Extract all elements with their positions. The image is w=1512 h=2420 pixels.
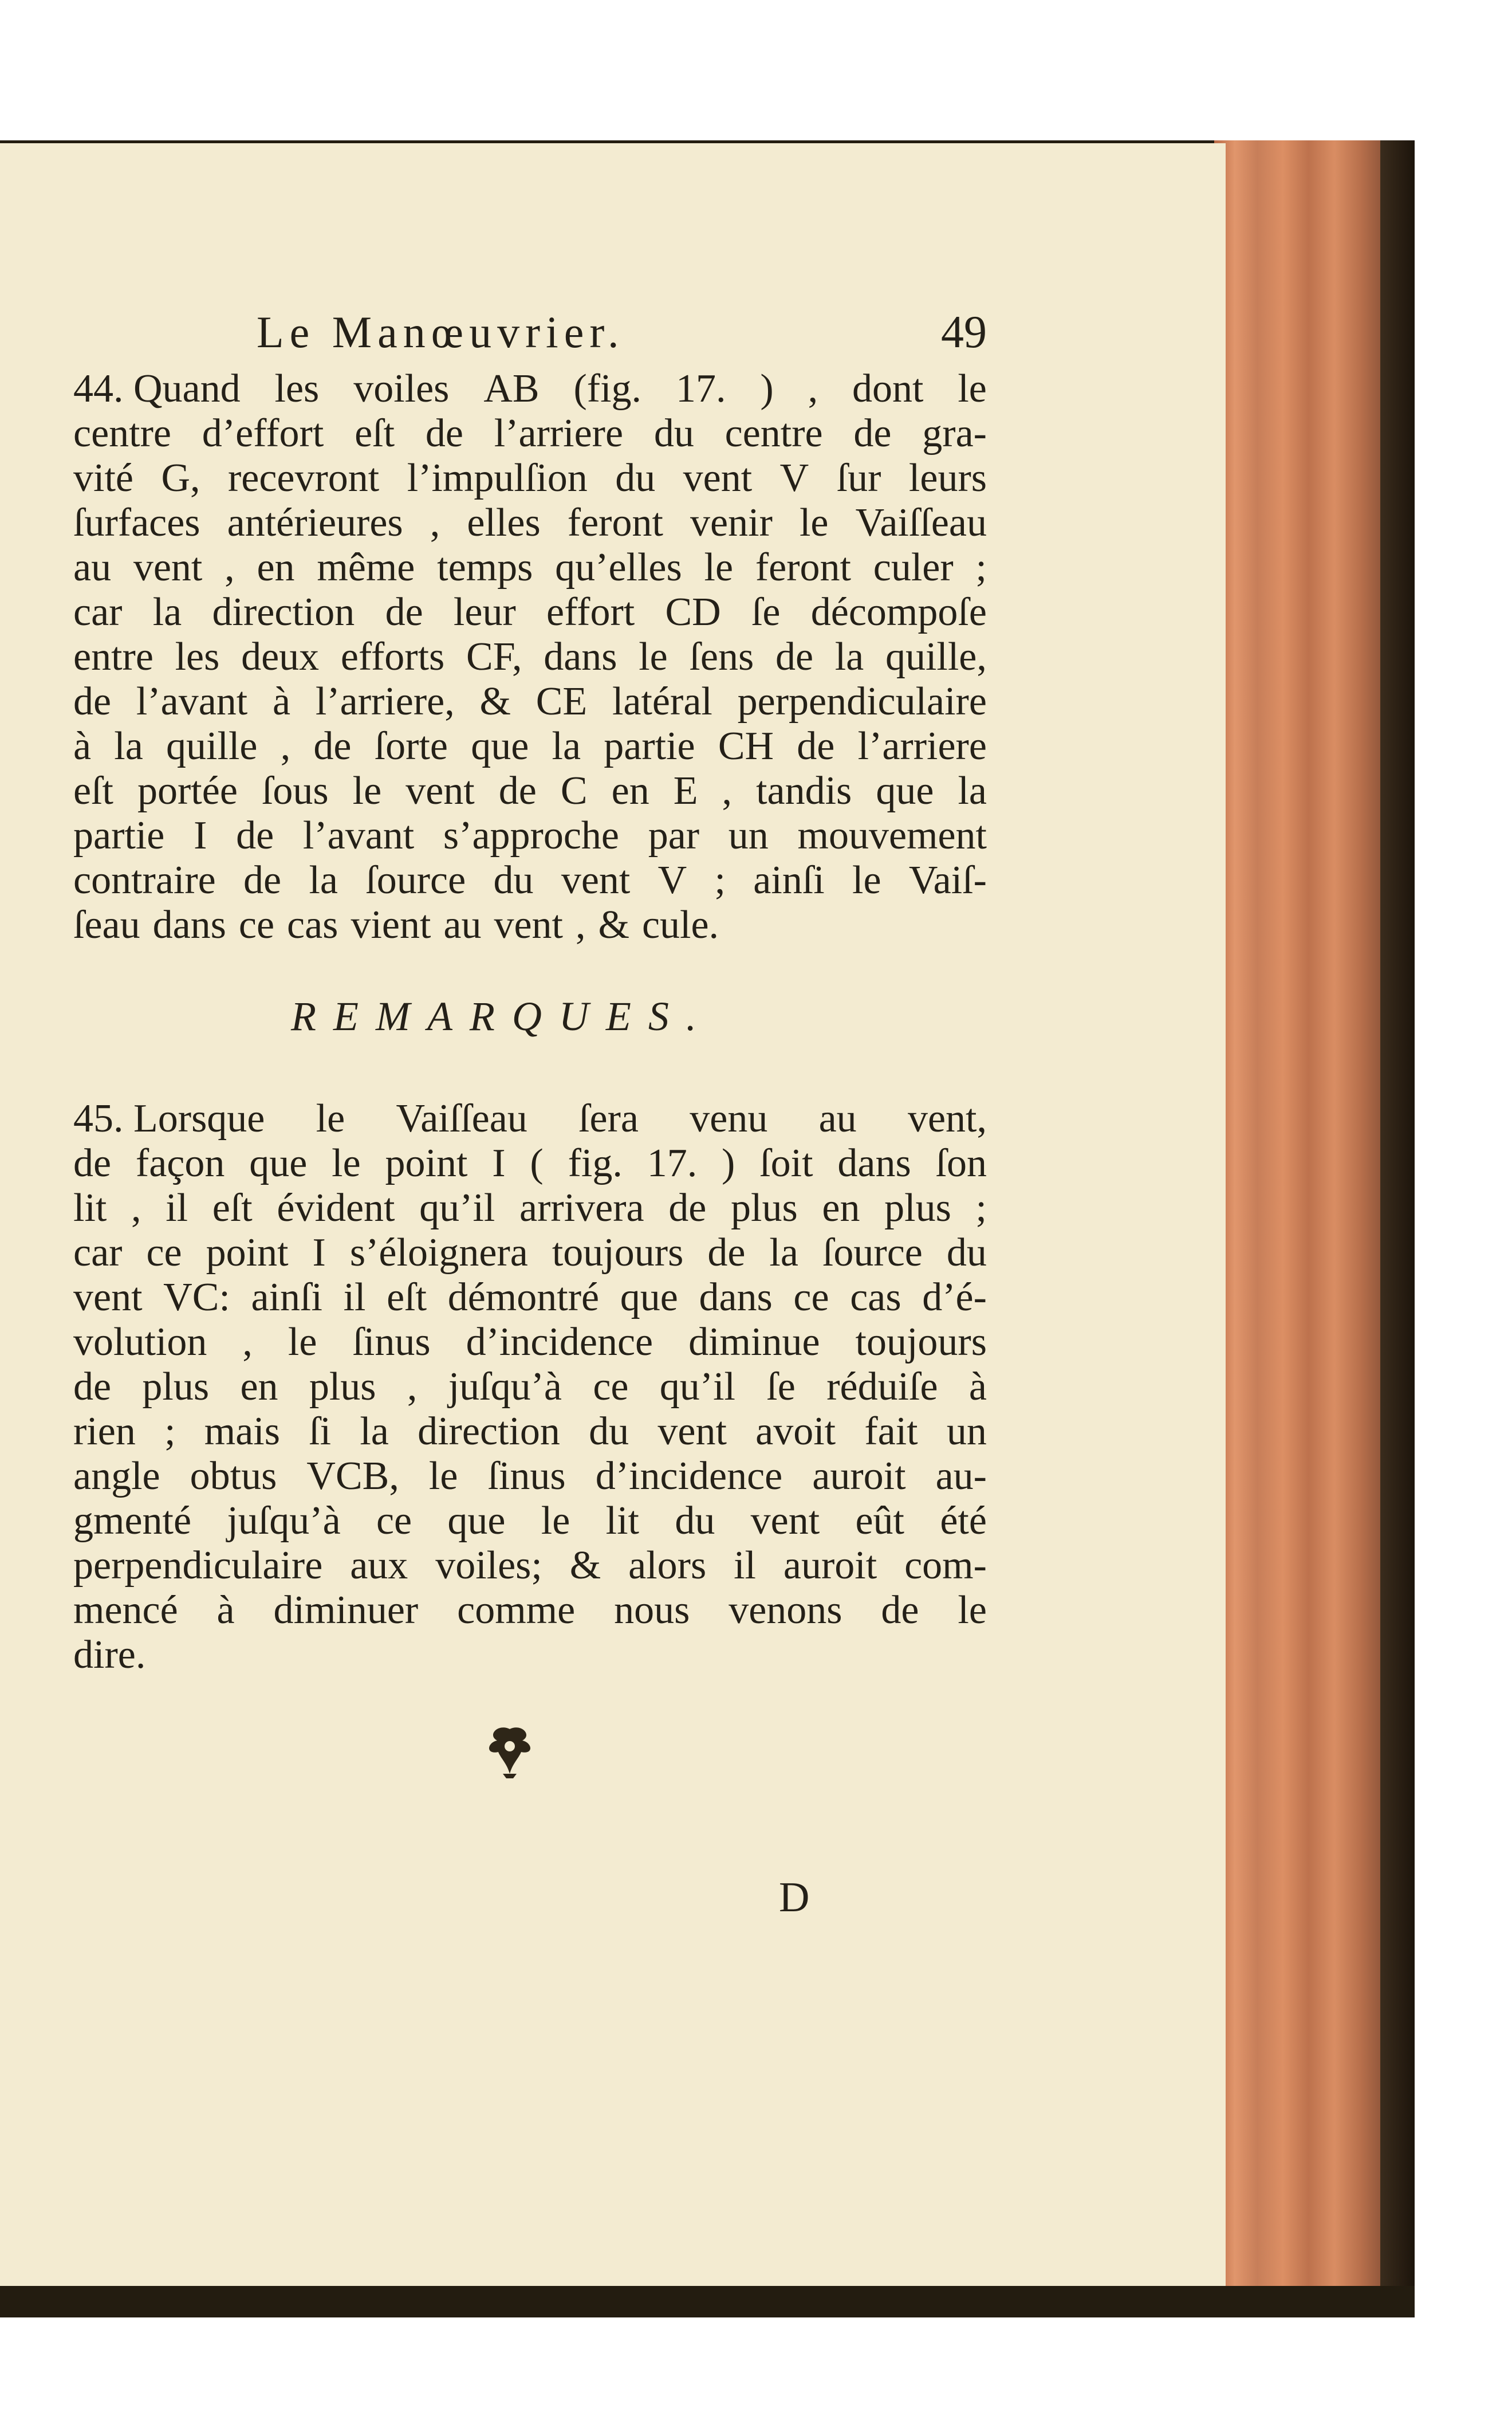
text-line	[73, 1543, 987, 1588]
word: plus	[884, 1186, 951, 1230]
word: temps	[437, 545, 533, 590]
word: de	[313, 724, 352, 768]
word: comme	[457, 1588, 576, 1632]
word: l’arriere	[857, 724, 987, 768]
word: perpendiculaire	[737, 679, 987, 724]
word: à	[73, 724, 92, 768]
paragraph-44	[73, 367, 987, 948]
word: car	[73, 1231, 123, 1275]
word: 45. Lorsque	[73, 1097, 265, 1141]
word: nous	[614, 1588, 690, 1632]
word: fig.	[568, 1141, 623, 1185]
word: voiles	[353, 367, 450, 411]
text-line	[73, 903, 987, 948]
word: plus	[142, 1365, 210, 1409]
word: Vaiſſeau	[855, 501, 987, 545]
word: ;	[975, 1186, 987, 1230]
word: leur	[453, 590, 516, 634]
word: cule.	[641, 903, 719, 947]
page-text	[73, 298, 987, 1678]
word: dont	[852, 367, 924, 411]
word: de	[385, 590, 423, 634]
word: en	[822, 1186, 860, 1230]
word: volution	[73, 1320, 207, 1364]
word: vité	[73, 456, 133, 500]
word: ſera	[578, 1097, 639, 1141]
word: mencé	[73, 1588, 178, 1632]
word: com-	[904, 1543, 987, 1588]
word: le	[704, 545, 734, 590]
word: été	[940, 1499, 987, 1543]
word: VCB,	[306, 1454, 399, 1498]
word: gmenté	[73, 1499, 192, 1543]
word: elles	[467, 501, 541, 545]
word: d’incidence	[595, 1454, 783, 1498]
word: le	[639, 635, 668, 679]
word: de	[73, 1141, 112, 1185]
word: (	[530, 1141, 544, 1185]
word: effort	[546, 590, 635, 634]
text-line	[73, 1588, 987, 1633]
text-line	[73, 1454, 987, 1499]
word: perpendiculaire	[73, 1543, 323, 1588]
word: au-	[935, 1454, 987, 1498]
word: la	[152, 590, 182, 634]
word: &	[598, 903, 629, 947]
word: qu’il	[419, 1186, 495, 1230]
word: 44. Quand	[73, 367, 241, 411]
word: angle	[73, 1454, 160, 1498]
word: de	[73, 1365, 112, 1409]
word: il	[734, 1543, 757, 1588]
word: V	[657, 858, 687, 902]
word: réduiſe	[826, 1365, 938, 1409]
word: ,	[242, 1320, 253, 1364]
word: juſqu’à	[227, 1499, 341, 1543]
word: gra-	[922, 411, 987, 455]
word: (fig.	[573, 367, 642, 411]
word: l’arriere,	[315, 679, 455, 724]
word: dans	[152, 903, 226, 947]
word: latéral	[612, 679, 712, 724]
word: vent	[561, 858, 631, 902]
word: au	[73, 545, 112, 590]
word: cas	[850, 1275, 901, 1319]
text-line	[73, 1365, 987, 1409]
word: feront	[567, 501, 663, 545]
word: I	[312, 1231, 326, 1275]
word: ,	[430, 501, 440, 545]
word: eſt	[212, 1186, 253, 1230]
word: C	[560, 769, 588, 813]
word: que	[447, 1499, 506, 1543]
word: contraire	[73, 858, 216, 902]
running-head	[73, 298, 987, 367]
word: la	[552, 724, 581, 768]
word: l’arriere	[494, 411, 624, 455]
word: du	[946, 1231, 987, 1275]
word: quille	[166, 724, 258, 768]
word: démontré	[447, 1275, 600, 1319]
word: ſinus	[487, 1454, 566, 1498]
word: Vaiſ-	[908, 858, 987, 902]
text-line	[73, 1097, 987, 1141]
word: eſt	[355, 411, 395, 455]
word: dans	[544, 635, 617, 679]
word: ,	[225, 545, 235, 590]
word: ſurfaces	[73, 501, 200, 545]
word: toujours	[855, 1320, 987, 1364]
text-line	[73, 724, 987, 769]
text-line	[73, 1186, 987, 1231]
word: rien	[73, 1409, 136, 1453]
word: vent	[405, 769, 475, 813]
word: juſqu’à	[448, 1365, 562, 1409]
word: de	[881, 1588, 919, 1632]
word: CH	[718, 724, 774, 768]
word: ce	[146, 1231, 182, 1275]
word: ainſi	[753, 858, 825, 902]
word: la	[958, 769, 987, 813]
word: ,	[280, 724, 291, 768]
word: ſe	[766, 1365, 796, 1409]
word: venir	[690, 501, 773, 545]
word: de	[668, 1186, 707, 1230]
word: ſur	[836, 456, 881, 500]
word: CD	[665, 590, 721, 634]
text-line	[73, 1633, 987, 1678]
word: s’éloignera	[349, 1231, 528, 1275]
word: auroit	[812, 1454, 906, 1498]
word: au	[818, 1097, 857, 1141]
word: les	[274, 367, 320, 411]
text-line	[73, 1275, 987, 1320]
word: au	[443, 903, 482, 947]
word: façon	[135, 1141, 225, 1185]
word: culer	[873, 545, 954, 590]
signature-mark: D	[779, 1874, 810, 1921]
word: entre	[73, 635, 153, 679]
word: le	[958, 367, 987, 411]
fleuron-ornament-icon	[475, 1723, 544, 1781]
word: que	[249, 1141, 308, 1185]
word: un	[728, 814, 769, 858]
word: obtus	[190, 1454, 277, 1498]
word: CF,	[466, 635, 522, 679]
word: du	[675, 1499, 715, 1543]
word: plus	[309, 1365, 376, 1409]
word: ce	[376, 1499, 412, 1543]
word: alors	[628, 1543, 707, 1588]
word: diminuer	[273, 1588, 419, 1632]
word: ſous	[261, 769, 329, 813]
word: Vaiſſeau	[396, 1097, 527, 1141]
page-number: 49	[941, 307, 987, 358]
word: d’effort	[202, 411, 324, 455]
word: ce	[793, 1275, 829, 1319]
word: s’approche	[443, 814, 619, 858]
word: ,	[131, 1186, 141, 1230]
word: voiles;	[435, 1543, 542, 1588]
word: tandis	[756, 769, 852, 813]
word: direction	[212, 590, 355, 634]
word: le	[428, 1454, 458, 1498]
word: point	[385, 1141, 468, 1185]
word: direction	[418, 1409, 560, 1453]
word: lit	[605, 1499, 639, 1543]
word: du	[615, 456, 656, 500]
text-line	[73, 679, 987, 724]
word: vent	[494, 903, 564, 947]
word: leurs	[908, 456, 987, 500]
word: VC:	[163, 1275, 230, 1319]
word: la	[360, 1409, 389, 1453]
running-head-title: Le Manœuvrier.	[257, 307, 625, 357]
word: ſource	[365, 858, 466, 902]
word: à	[968, 1365, 987, 1409]
word: de	[775, 635, 814, 679]
word: auroit	[783, 1543, 877, 1588]
word: l’avant	[136, 679, 248, 724]
word: ;	[714, 858, 726, 902]
word: même	[317, 545, 415, 590]
word: eût	[855, 1499, 904, 1543]
word: fait	[864, 1409, 918, 1453]
word: &	[479, 679, 511, 724]
word: I	[194, 814, 207, 858]
word: de	[707, 1231, 746, 1275]
word: par	[648, 814, 700, 858]
word: les	[175, 635, 220, 679]
word: qu’il	[659, 1365, 735, 1409]
word: le	[332, 1141, 361, 1185]
word: en	[611, 769, 649, 813]
word: il	[343, 1275, 366, 1319]
text-line	[73, 814, 987, 858]
word: AB	[483, 367, 540, 411]
word: lit	[73, 1186, 107, 1230]
book-cover-edge	[1380, 140, 1415, 2286]
word: ſon	[935, 1141, 987, 1185]
word: recevront	[227, 456, 380, 500]
word: la	[309, 858, 338, 902]
word: CE	[536, 679, 588, 724]
word: )	[760, 367, 774, 411]
word: vent,	[907, 1097, 987, 1141]
word: le	[958, 1588, 987, 1632]
word: vient	[351, 903, 431, 947]
word: en	[240, 1365, 278, 1409]
word: que	[471, 724, 529, 768]
word: eſt	[73, 769, 113, 813]
word: dans	[699, 1275, 773, 1319]
word: le	[541, 1499, 570, 1543]
text-line	[73, 1499, 987, 1543]
text-line	[73, 367, 987, 411]
word: ſe	[751, 590, 781, 634]
word: vent	[73, 1275, 143, 1319]
word: du	[493, 858, 534, 902]
word: car	[73, 590, 123, 634]
word: eſt	[387, 1275, 427, 1319]
word: de	[498, 769, 537, 813]
word: point	[206, 1231, 289, 1275]
word: deux	[241, 635, 320, 679]
word: vent	[657, 1409, 727, 1453]
word: le	[799, 501, 829, 545]
word: &	[569, 1543, 601, 1588]
word: du	[653, 411, 694, 455]
word: mais	[204, 1409, 280, 1453]
word: en	[257, 545, 295, 590]
text-line	[73, 590, 987, 635]
word: la	[114, 724, 143, 768]
word: le	[316, 1097, 345, 1141]
paragraph-45	[73, 1097, 987, 1678]
word: que	[876, 769, 934, 813]
word: d’é-	[922, 1275, 987, 1319]
word: dire.	[73, 1633, 146, 1677]
text-line	[73, 411, 987, 456]
word: ſource	[822, 1231, 923, 1275]
word: ,	[407, 1365, 418, 1409]
word: feront	[755, 545, 851, 590]
word: mouvement	[797, 814, 987, 858]
text-line	[73, 501, 987, 545]
word: le	[288, 1320, 317, 1364]
word: avoit	[755, 1409, 836, 1453]
word: de	[236, 814, 274, 858]
word: efforts	[340, 635, 445, 679]
text-line	[73, 1320, 987, 1365]
word: ſorte	[374, 724, 448, 768]
word: ainſi	[251, 1275, 322, 1319]
word: évident	[277, 1186, 395, 1230]
word: ſens	[689, 635, 754, 679]
word: à	[273, 679, 291, 724]
word: vent	[750, 1499, 820, 1543]
text-line	[73, 1141, 987, 1186]
word: de	[797, 724, 835, 768]
text-line	[73, 769, 987, 814]
word: 17.	[647, 1141, 698, 1185]
word: G,	[161, 456, 200, 500]
word: V	[779, 456, 809, 500]
text-line	[73, 1231, 987, 1275]
word: )	[722, 1141, 735, 1185]
word: ,	[576, 903, 586, 947]
word: ,	[722, 769, 733, 813]
word: toujours	[552, 1231, 684, 1275]
word: I	[492, 1141, 506, 1185]
word: aux	[350, 1543, 408, 1588]
word: centre	[73, 411, 171, 455]
word: le	[852, 858, 881, 902]
word: à	[216, 1588, 235, 1632]
text-line	[73, 456, 987, 501]
word: venu	[690, 1097, 768, 1141]
word: l’impulſion	[407, 456, 588, 500]
word: de	[73, 679, 112, 724]
word: partie	[73, 814, 165, 858]
word: E	[673, 769, 698, 813]
word: arrivera	[519, 1186, 644, 1230]
word: la	[834, 635, 864, 679]
word: plus	[731, 1186, 798, 1230]
word: du	[589, 1409, 629, 1453]
word: ſinus	[352, 1320, 431, 1364]
word: cas	[287, 903, 338, 947]
word: centre	[724, 411, 823, 455]
word: venons	[729, 1588, 842, 1632]
text-line	[73, 1409, 987, 1454]
word: de	[425, 411, 463, 455]
word: diminue	[688, 1320, 820, 1364]
word: décompoſe	[810, 590, 987, 634]
word: quille,	[885, 635, 987, 679]
word: ce	[238, 903, 275, 947]
word: vent	[683, 456, 753, 500]
word: ce	[593, 1365, 629, 1409]
text-line	[73, 635, 987, 679]
page-fore-edge	[1214, 140, 1386, 2286]
word: ;	[975, 545, 987, 590]
section-heading: REMARQUES.	[291, 993, 714, 1039]
word: partie	[604, 724, 695, 768]
word: il	[166, 1186, 188, 1230]
word: le	[352, 769, 382, 813]
word: antérieures	[227, 501, 403, 545]
word: ;	[164, 1409, 176, 1453]
text-line	[73, 545, 987, 590]
word: que	[620, 1275, 678, 1319]
word: d’incidence	[466, 1320, 653, 1364]
word: vent	[133, 545, 203, 590]
word: qu’elles	[555, 545, 682, 590]
word: de	[853, 411, 892, 455]
word: portée	[137, 769, 238, 813]
word: l’avant	[302, 814, 415, 858]
word: dans	[837, 1141, 911, 1185]
word: la	[769, 1231, 798, 1275]
word: ſi	[309, 1409, 332, 1453]
word: ,	[808, 367, 818, 411]
text-line	[73, 858, 987, 903]
word: de	[243, 858, 282, 902]
word: 17.	[675, 367, 726, 411]
word: un	[946, 1409, 987, 1453]
word: ſeau	[73, 903, 140, 947]
word: ſoit	[759, 1141, 813, 1185]
